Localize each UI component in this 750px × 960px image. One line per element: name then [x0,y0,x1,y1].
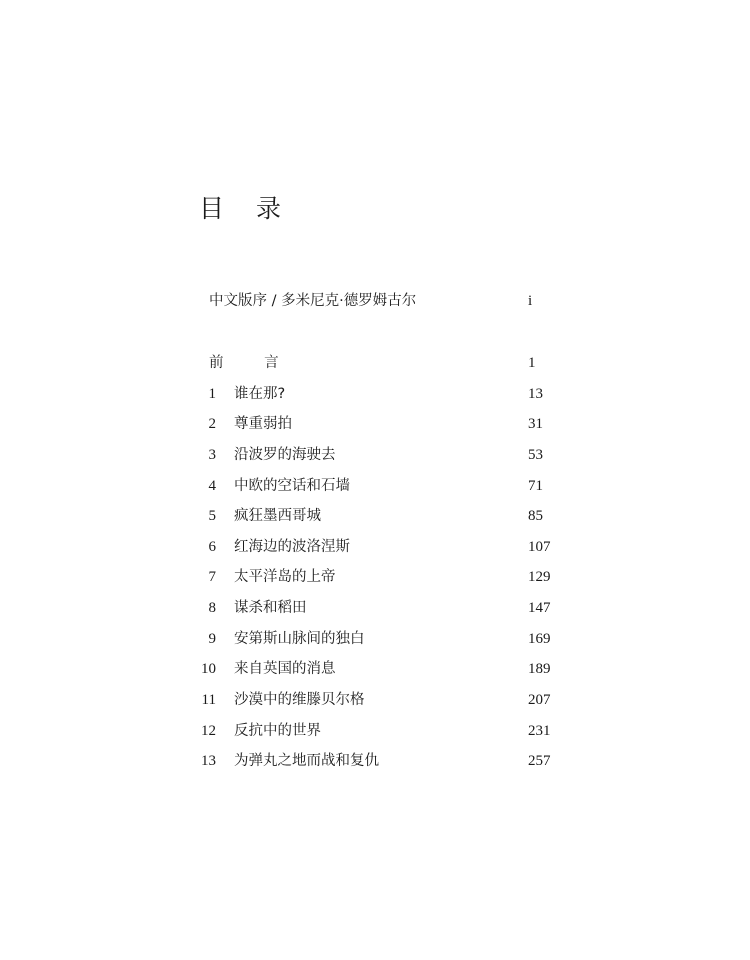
toc-entry-chapter-4[interactable] [196,475,576,497]
toc-entry-page: i [528,293,533,309]
toc-entry-chapter-9[interactable] [196,628,576,650]
toc-entry-chapter-10[interactable] [196,658,576,680]
toc-entry-number: 4 [208,478,216,494]
toc-entry-chapter-2[interactable] [196,413,576,435]
toc-entry-page: 71 [528,478,543,494]
toc-entry-number: 11 [201,692,216,708]
toc-entry-chapter-12[interactable] [196,720,576,742]
toc-entry-chapter-8[interactable] [196,597,576,619]
toc-entry-number: 1 [208,386,216,402]
toc-entry-page: 147 [528,600,551,616]
toc-entry-number: 3 [208,447,216,463]
toc-entry-page: 207 [528,692,551,708]
toc-entry-number: 7 [208,569,216,585]
toc-entry-title: 沿波罗的海驶去 [234,447,336,463]
toc-entry-page: 13 [528,386,543,402]
toc-entry-number: 2 [208,416,216,432]
toc-entry-title: 红海边的波洛涅斯 [234,539,350,555]
toc-entry-page: 169 [528,631,551,647]
toc-entry-title: 中欧的空话和石墙 [234,478,350,494]
toc-entry-page: 1 [528,355,536,371]
toc-entry-number: 8 [208,600,216,616]
toc-entry-title: 安第斯山脉间的独白 [234,631,365,647]
toc-entry-title: 尊重弱拍 [234,416,292,432]
toc-entry-number: 10 [201,661,216,677]
toc-entry-chapter-7[interactable] [196,566,576,588]
toc-entry-number: 12 [201,723,216,739]
toc-entry-title: 来自英国的消息 [234,661,336,677]
toc-entry-chapter-3[interactable] [196,444,576,466]
toc-entry-title: 前 言 [209,355,297,371]
toc-entry-title: 沙漠中的维滕贝尔格 [234,692,365,708]
toc-entry-page: 129 [528,569,551,585]
toc-entry-title: 中文版序 / 多米尼克·德罗姆古尔 [209,293,417,309]
toc-entry-chapter-13[interactable] [196,750,576,772]
toc-entry-page: 53 [528,447,543,463]
page-title: 目 录 [199,194,293,223]
toc-entry-number: 13 [201,753,216,769]
toc-entry-page: 257 [528,753,551,769]
toc-entry-number: 5 [208,508,216,524]
toc-entry-page: 85 [528,508,543,524]
toc-entry-title: 太平洋岛的上帝 [234,569,336,585]
toc-entry-page: 189 [528,661,551,677]
toc-entry-preface-cn[interactable] [196,290,576,312]
toc-entry-number: 6 [208,539,216,555]
toc-entry-chapter-11[interactable] [196,689,576,711]
toc-entry-chapter-6[interactable] [196,536,576,558]
toc-entry-page: 107 [528,539,551,555]
toc-entry-page: 231 [528,723,551,739]
toc-entry-chapter-1[interactable] [196,383,576,405]
toc-entry-title: 疯狂墨西哥城 [234,508,321,524]
toc-entry-title: 谁在那? [234,386,286,402]
toc-entry-chapter-5[interactable] [196,505,576,527]
toc-entry-foreword[interactable] [196,352,576,374]
toc-entry-page: 31 [528,416,543,432]
toc-entry-title: 谋杀和稻田 [234,600,307,616]
toc-entry-title: 反抗中的世界 [234,723,321,739]
toc-entry-number: 9 [208,631,216,647]
toc-entry-title: 为弹丸之地而战和复仇 [234,753,379,769]
